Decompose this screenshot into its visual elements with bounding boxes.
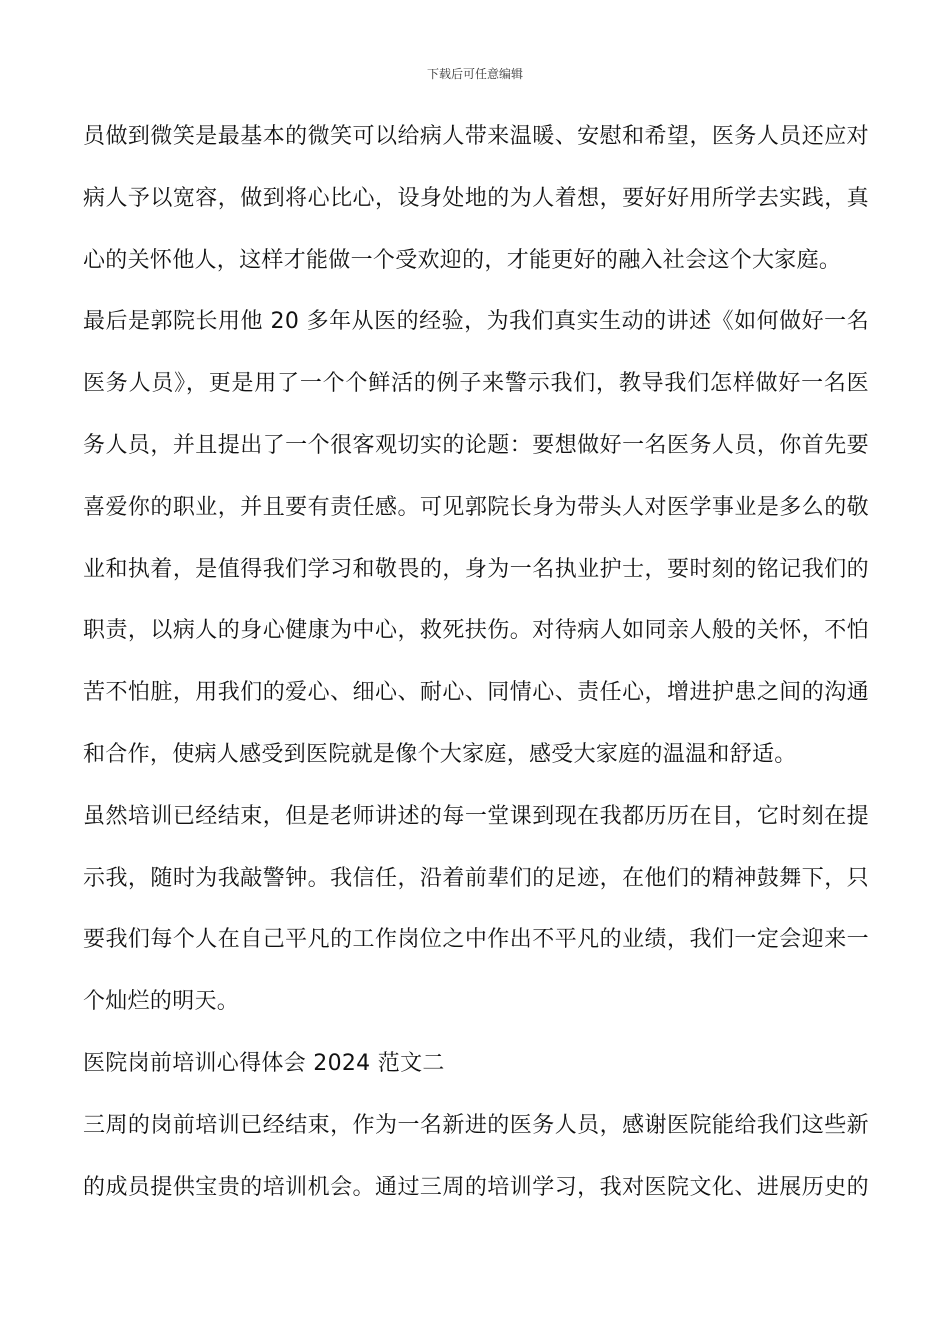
body-line: 员做到微笑是最基本的微笑可以给病人带来温暖、安慰和希望，医务人员还应对 [83, 124, 869, 149]
document-body [83, 117, 869, 1229]
body-line: 要我们每个人在自己平凡的工作岗位之中作出不平凡的业绩，我们一定会迎来一 [83, 927, 869, 953]
page-header: 下载后可任意编辑 [426, 67, 523, 81]
body-line: 喜爱你的职业，并且要有责任感。可见郭院长身为带头人对医学事业是多么的敬 [83, 494, 869, 520]
body-line: 职责，以病人的身心健康为中心，救死扶伤。对待病人如同亲人般的关怀，不怕 [83, 618, 869, 644]
body-line: 和合作，使病人感受到医院就是像个大家庭，感受大家庭的温温和舒适。 [83, 741, 797, 767]
body-line: 三周的岗前培训已经结束，作为一名新进的医务人员，感谢医院能给我们这些新 [83, 1112, 869, 1138]
body-line: 务人员，并且提出了一个很客观切实的论题：要想做好一名医务人员，你首先要 [83, 432, 869, 458]
body-line: 最后是郭院长用他 20 多年从医的经验，为我们真实生动的讲述《如何做好一名 [83, 309, 869, 335]
body-line: 示我，随时为我敲警钟。我信任，沿着前辈们的足迹，在他们的精神鼓舞下，只 [83, 865, 869, 891]
body-line: 心的关怀他人，这样才能做一个受欢迎的，才能更好的融入社会这个大家庭。 [83, 247, 842, 273]
body-line: 业和执着，是值得我们学习和敬畏的，身为一名执业护士，要时刻的铭记我们的 [83, 556, 869, 582]
body-line: 个灿烂的明天。 [83, 989, 240, 1015]
body-line: 医务人员》，更是用了一个个鲜活的例子来警示我们，教导我们怎样做好一名医 [83, 371, 869, 397]
body-line: 苦不怕脏，用我们的爱心、细心、耐心、同情心、责任心，增进护患之间的沟通 [83, 680, 869, 706]
body-line: 的成员提供宝贵的培训机会。通过三周的培训学习，我对医院文化、进展历史的 [83, 1174, 869, 1200]
body-line: 病人予以宽容，做到将心比心，设身处地的为人着想，要好好用所学去实践，真 [83, 185, 869, 211]
body-line: 虽然培训已经结束，但是老师讲述的每一堂课到现在我都历历在目，它时刻在提 [83, 803, 869, 829]
section-heading: 医院岗前培训心得体会 2024 范文二 [83, 1050, 445, 1076]
